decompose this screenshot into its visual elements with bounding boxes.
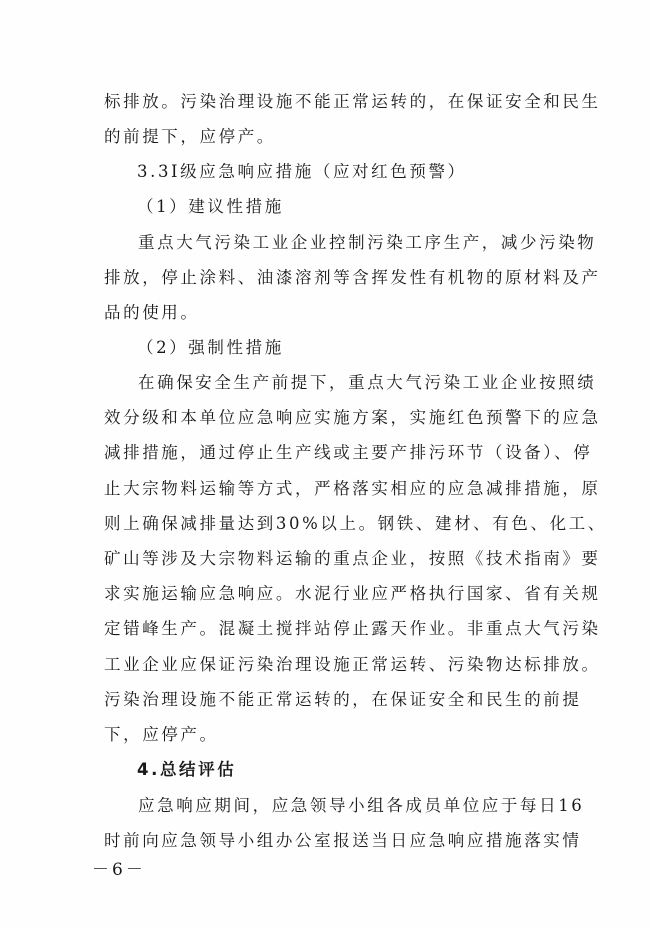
paragraph-line: 在确保安全生产前提下，重点大气污染工业企业按照绩 <box>138 373 597 392</box>
paragraph-line: 求实施运输应急响应。水泥行业应严格执行国家、省有关规 <box>104 584 601 604</box>
paragraph-line: 应急响应期间，应急领导小组各成员单位应于每日16 <box>138 796 585 815</box>
paragraph-line: 下，应停产。 <box>104 724 219 744</box>
section-4-paragraph <box>104 788 585 858</box>
subsection-1-heading: （1）建议性措施 <box>137 197 284 216</box>
paragraph-line: 矿山等涉及大宗物料运输的重点企业，按照《技术指南》要 <box>104 548 601 568</box>
paragraph-line: 污染治理设施不能正常运转的，在保证安全和民生的前提 <box>104 689 582 709</box>
page-number: －6－ <box>92 860 146 880</box>
paragraph-line: 减排措施，通过停止生产线或主要产排污环节（设备）、停 <box>104 443 593 463</box>
paragraph-line: 效分级和本单位应急响应实施方案，实施红色预警下的应急 <box>104 408 601 428</box>
paragraph-line: 重点大气污染工业企业控制污染工序生产，减少污染物 <box>138 233 597 252</box>
paragraph-line: 排放，停止涂料、油漆溶剂等含挥发性有机物的原材料及产 <box>104 268 601 288</box>
paragraph-line: 标排放。污染治理设施不能正常运转的，在保证安全和民生 <box>104 92 601 111</box>
paragraph-line: 工业企业应保证污染治理设施正常运转、污染物达标排放。 <box>104 654 601 674</box>
paragraph-line: 止大宗物料运输等方式，严格落实相应的应急减排措施，原 <box>104 478 601 498</box>
subsection-2-heading: （2）强制性措施 <box>137 338 284 357</box>
section-4-heading: 4.总结评估 <box>137 760 237 779</box>
paragraph-line: 定错峰生产。混凝土搅拌站停止露天作业。非重点大气污染 <box>104 619 601 639</box>
paragraph-line: 时前向应急领导小组办公室报送当日应急响应措施落实情 <box>104 831 582 851</box>
continuation-paragraph <box>104 84 601 154</box>
paragraph-line: 则上确保减排量达到30%以上。钢铁、建材、有色、化工、 <box>104 513 607 533</box>
subsection-2-paragraph <box>104 365 607 752</box>
section-3-3-heading: 3.3Ⅰ级应急响应措施（应对红色预警） <box>137 162 467 181</box>
paragraph-line: 的前提下，应停产。 <box>104 127 276 147</box>
subsection-1-paragraph <box>104 225 601 331</box>
paragraph-line: 品的使用。 <box>104 303 200 323</box>
